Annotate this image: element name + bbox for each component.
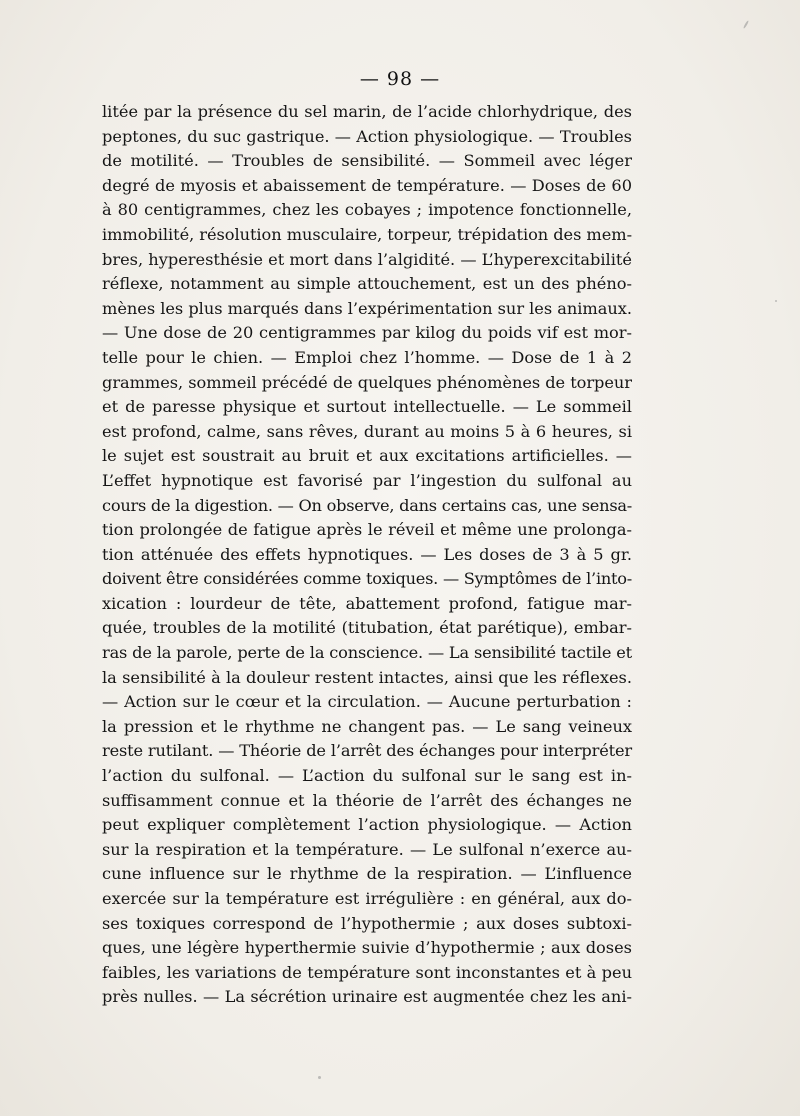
text-line: à 80 centigrammes, chez les cobayes ; impotence fonctionnelle, <box>102 200 632 220</box>
text-line: la pression et le rhythme ne changent pas. — Le sang veineux <box>102 716 632 736</box>
text-line: mènes les plus marqués dans l’expérimentation sur les animaux. <box>102 298 632 318</box>
text-line: exercée sur la température est irrégulière : en général, aux do- <box>102 889 632 908</box>
text-line: bres, hyperesthésie et mort dans l’algidité. — L’hyperexcitabilité <box>102 249 632 269</box>
text-line: — Une dose de 20 centigrammes par kilog du poids vif est mor- <box>102 323 632 343</box>
text-line: de motilité. — Troubles de sensibilité. — Sommeil avec léger <box>102 151 632 171</box>
text-line: l’action du sulfonal. — L’action du sulfonal sur le sang est in- <box>102 766 632 786</box>
text-line: doivent être considérées comme toxiques. — Symptômes de l’into- <box>102 569 632 589</box>
text-line: est profond, calme, sans rêves, durant au moins 5 à 6 heures, si <box>102 421 632 441</box>
text-line: ras de la parole, perte de la conscience. — La sensibilité tactile et <box>102 643 632 663</box>
text-line: L’effet hypnotique est favorisé par l’ingestion du sulfonal au <box>102 470 632 490</box>
page-number: — 98 — <box>359 68 441 90</box>
text-line: le sujet est soustrait au bruit et aux excitations artificielles. — <box>102 446 632 466</box>
text-line: tion atténuée des effets hypnotiques. — Les doses de 3 à 5 gr. <box>102 544 632 564</box>
paper-speck <box>775 300 777 302</box>
text-line: ques, une légère hyperthermie suivie d’hypothermie ; aux doses <box>102 938 632 958</box>
text-line: sur la respiration et la température. — Le sulfonal n’exerce au- <box>102 839 632 859</box>
text-line: la sensibilité à la douleur restent intactes, ainsi que les réflexes. <box>102 667 632 687</box>
body-paragraph <box>102 100 632 1010</box>
text-line: réflexe, notamment au simple attouchement, est un des phéno- <box>102 274 632 294</box>
text-line: faibles, les variations de température sont inconstantes et à peu <box>102 962 632 982</box>
paper-speck <box>318 1076 321 1079</box>
text-line: quée, troubles de la motilité (titubation, état parétique), embar- <box>102 618 632 638</box>
text-line: — Action sur le cœur et la circulation. — Aucune perturbation : <box>102 692 632 712</box>
text-line: et de paresse physique et surtout intellectuelle. — Le sommeil <box>102 397 632 417</box>
text-line: suffisamment connue et la théorie de l’arrêt des échanges ne <box>102 790 632 810</box>
text-line: litée par la présence du sel marin, de l’acide chlorhydrique, des <box>102 102 632 121</box>
text-line: reste rutilant. — Théorie de l’arrêt des échanges pour interpréter <box>102 741 632 761</box>
text-line: peut expliquer complètement l’action physiologique. — Action <box>102 815 632 835</box>
text-line: peptones, du suc gastrique. — Action physiologique. — Troubles <box>102 126 632 146</box>
text-line: cune influence sur le rhythme de la respiration. — L’influence <box>102 864 632 884</box>
text-line: immobilité, résolution musculaire, torpeur, trépidation des mem- <box>102 224 632 244</box>
text-line: xication : lourdeur de tête, abattement profond, fatigue mar- <box>102 593 632 613</box>
text-line: telle pour le chien. — Emploi chez l’homme. — Dose de 1 à 2 <box>102 347 632 367</box>
text-line: tion prolongée de fatigue après le réveil et même une prolonga- <box>102 520 632 540</box>
text-line: grammes, sommeil précédé de quelques phénomènes de torpeur <box>102 372 632 392</box>
paper-speck <box>743 20 749 29</box>
text-line: degré de myosis et abaissement de température. — Doses de 60 <box>102 175 632 195</box>
text-line: ses toxiques correspond de l’hypothermie ; aux doses subtoxi- <box>102 913 632 933</box>
text-line: cours de la digestion. — On observe, dans certains cas, une sensa- <box>102 495 632 515</box>
text-line: près nulles. — La sécrétion urinaire est augmentée chez les ani- <box>102 987 632 1007</box>
